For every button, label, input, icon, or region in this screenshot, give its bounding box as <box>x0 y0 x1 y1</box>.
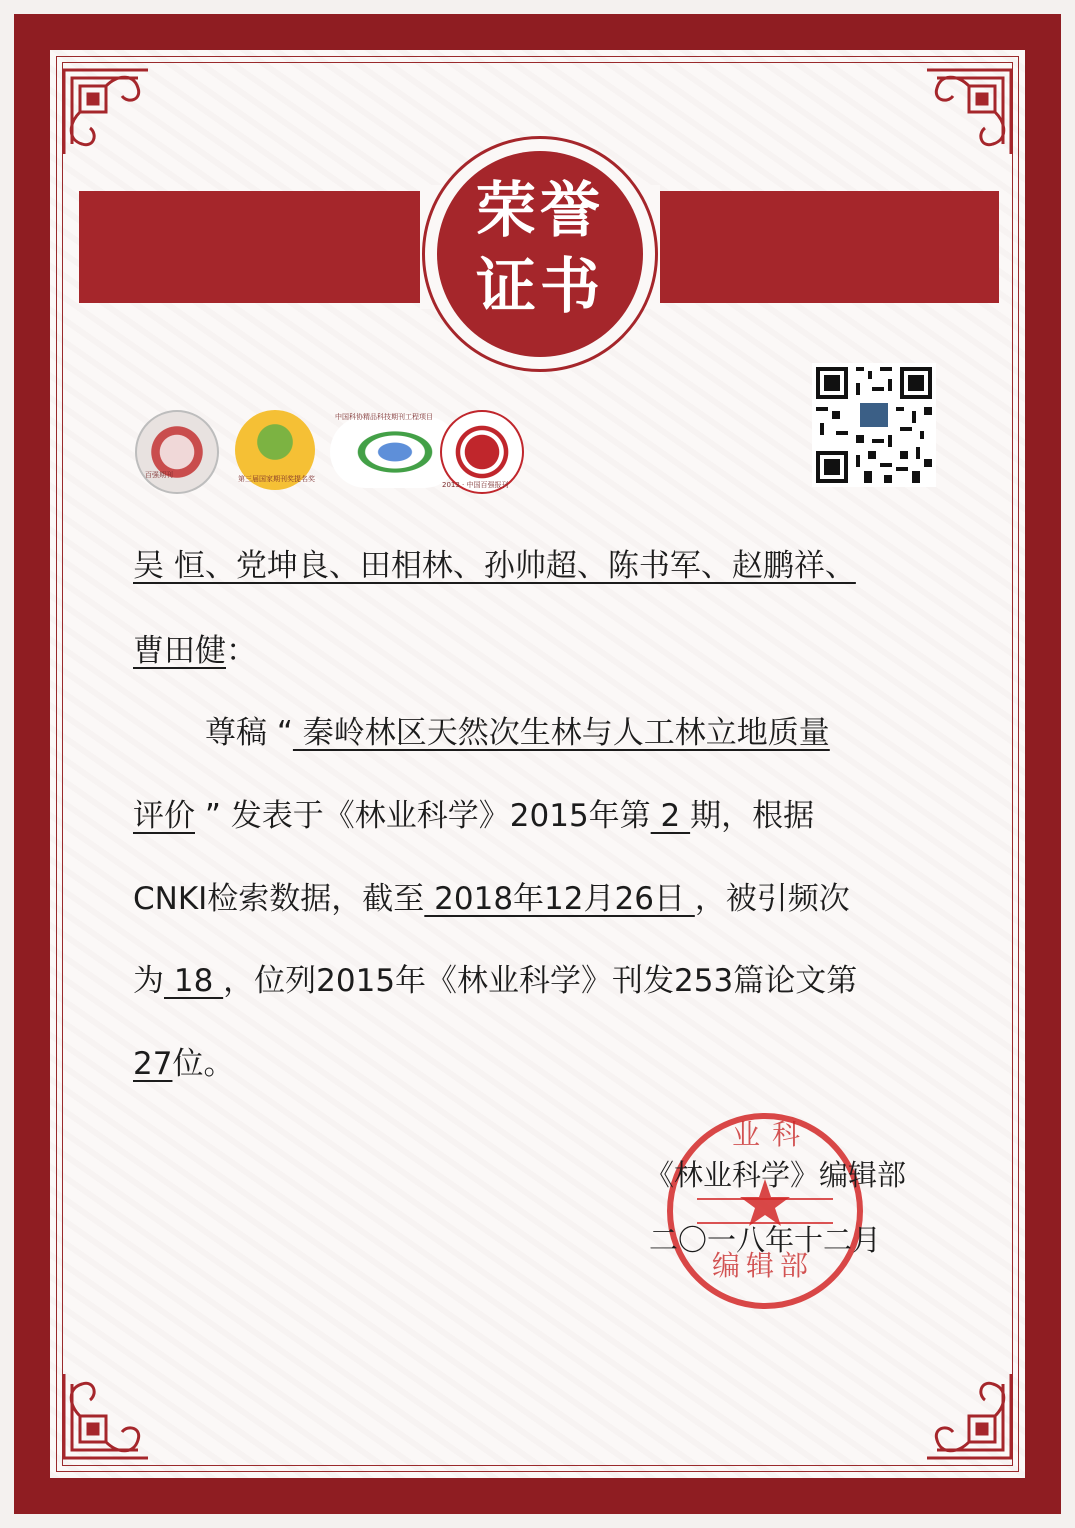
certificate-title-line2: 证书 <box>476 252 604 322</box>
rank-text: ，位列2015年《林业科学》刊发253篇论文第 <box>223 963 858 999</box>
corner-ornament-icon <box>921 1368 1017 1464</box>
corner-ornament-icon <box>921 64 1017 160</box>
recipients-line-2 <box>133 631 257 671</box>
badge-caption-1: 百强期刊 <box>145 471 173 479</box>
issue-date: 二〇一八年十二月 <box>649 1223 882 1257</box>
seal-text-bottom: 编辑部 <box>712 1249 815 1282</box>
badge-caption-4: 2013 · 中国百强报刊 <box>442 481 509 489</box>
paper-title-part2: 评价 <box>133 798 195 834</box>
respect-prefix: 尊稿 “ <box>205 715 293 751</box>
recipients-names-2: 曹田健 <box>133 633 226 669</box>
issuer-name: 《林业科学》编辑部 <box>645 1158 907 1192</box>
paper-title-part1: 秦岭林区天然次生林与人工林立地质量 <box>292 715 830 751</box>
body-line-4 <box>133 961 857 1001</box>
badge-caption-2: 第三届国家期刊奖提名奖 <box>238 475 315 483</box>
body-line-1 <box>205 713 830 753</box>
cutoff-date: 2018年12月26日 <box>424 881 695 917</box>
after-issue-text: 期，根据 <box>690 798 815 834</box>
cited-label: ，被引频次 <box>694 881 850 917</box>
badge-caption-3: 中国科协精品科技期刊工程项目 <box>335 413 433 421</box>
recipients-names-1: 吴 恒、党坤良、田相林、孙帅超、陈书军、赵鹏祥、 <box>133 548 856 584</box>
body-line-2 <box>133 796 814 836</box>
body-line-3 <box>133 879 850 919</box>
corner-ornament-icon <box>58 64 154 160</box>
seal-text-top: 业科 <box>732 1118 813 1151</box>
issue-number: 2 <box>650 798 691 834</box>
citation-count: 18 <box>164 963 224 999</box>
corner-ornament-icon <box>58 1368 154 1464</box>
badge-logo-1 <box>135 410 219 494</box>
quote-close: ” <box>195 798 221 834</box>
rank-suffix: 位。 <box>172 1046 235 1082</box>
qr-code-icon <box>812 363 936 487</box>
recipients-line-1 <box>133 546 856 586</box>
certificate-title-line1: 荣誉 <box>476 176 604 246</box>
body-line-5 <box>133 1044 234 1084</box>
for-prefix: 为 <box>133 963 164 999</box>
recipients-colon: ： <box>226 633 257 669</box>
rank-number: 27 <box>133 1046 173 1082</box>
published-in-text: 发表于《林业科学》2015年第 <box>220 798 651 834</box>
cnki-prefix: CNKI检索数据，截至 <box>133 881 425 917</box>
